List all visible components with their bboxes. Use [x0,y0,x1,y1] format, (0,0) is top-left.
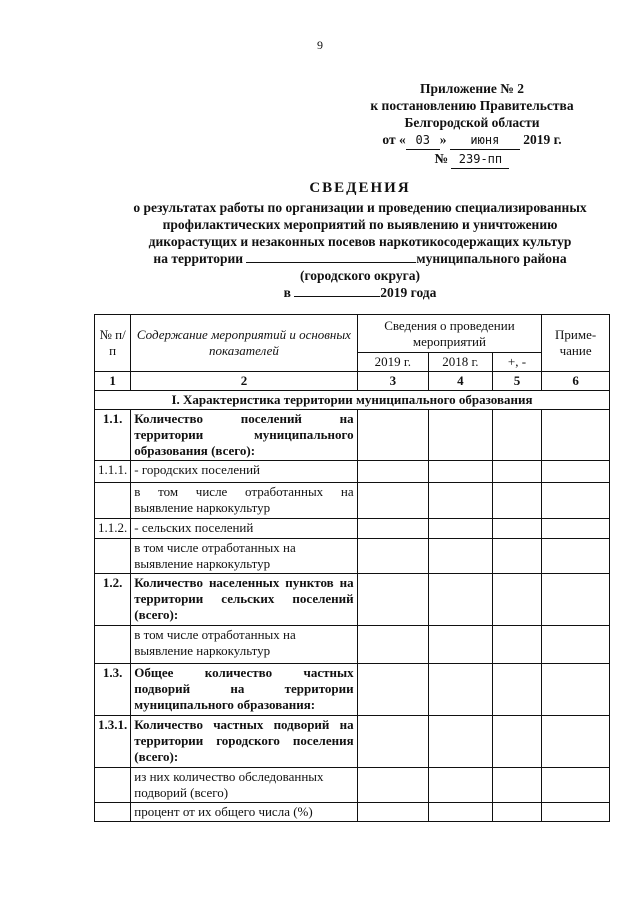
appendix-decree: к постановлению Правительства [370,98,574,113]
appendix-date: от « 03 » июня 2019 г. [352,131,592,150]
date-year: 2019 г. [523,132,562,147]
appendix-block [352,80,592,169]
appendix-region: Белгородской области [404,115,540,130]
table-row: 1.3.1. Количество частных подворий на территории городского поселения (всего): [95,716,610,768]
date-month: июня [450,132,520,150]
header-note: Приме-чание [542,315,610,372]
table-row: 1.3. Общее количество частных подворий на территории муниципального образования: [95,664,610,716]
title-block [100,180,620,301]
header-content: Содержание мероприятий и основных показателей [131,315,357,372]
title-line-3: дикорастущих и незаконных посевов наркотикосодержащих культур [148,234,572,249]
table-row: 1.1.2. - сельских поселений [95,519,610,539]
header-info: Сведения о проведении мероприятий [357,315,542,353]
title-line-1: о результатах работы по организации и проведению специализированных [133,200,587,215]
table-row: процент от их общего числа (%) [95,803,610,822]
header-diff: +, - [492,353,542,372]
header-2018: 2018 г. [429,353,493,372]
report-table [94,314,610,822]
date-day: 03 [406,132,440,150]
table-row: из них количество обследованных подворий (всего) [95,768,610,803]
decree-number: 239-пп [451,151,509,169]
title-line-6: в 2019 года [283,285,437,300]
table-row: в том числе отработанных на выявление наркокультур [95,539,610,574]
table-row: 1.2. Количество населенных пунктов на территории сельских поселений (всего): [95,574,610,626]
title-line-2: профилактических мероприятий по выявлению и уничтожению [162,217,558,232]
document-heading: СВЕДЕНИЯ [309,180,411,196]
period-blank [294,296,380,297]
column-number-row: 1 2 3 4 5 6 [95,372,610,391]
table-row: в том числе отработанных на выявление наркокультур [95,483,610,519]
table-row: 1.1. Количество поселений на территории муниципального образования (всего): [95,410,610,461]
title-line-4: на территории муниципального района [153,251,567,266]
table-row: 1.1.1. - городских поселений [95,461,610,483]
table-row: в том числе отработанных на выявление наркокультур [95,626,610,664]
territory-blank [246,262,416,263]
section-title: I. Характеристика территории муниципального образования [95,391,610,410]
page-number: 9 [317,38,323,52]
title-line-5: (городского округа) [300,268,420,283]
appendix-number: № 239-пп [352,150,592,169]
header-no: № п/п [95,315,131,372]
appendix-title: Приложение № 2 [420,81,524,96]
section-row [95,391,610,410]
header-2019: 2019 г. [357,353,428,372]
